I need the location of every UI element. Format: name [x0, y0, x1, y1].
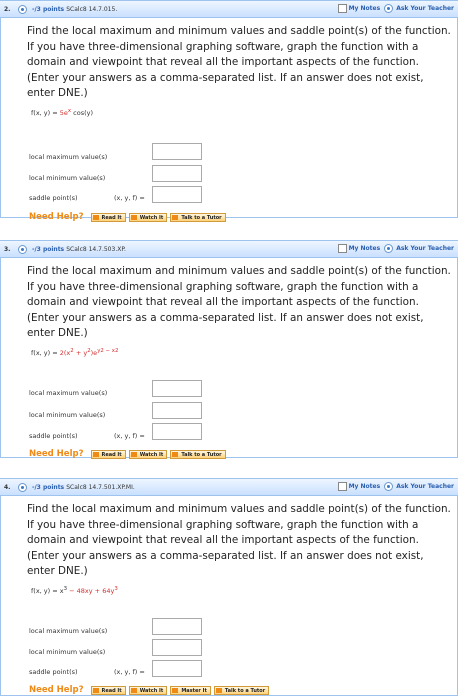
function-expression: f(x, $y) = x^3 - 48xy + 64y^3$ [31, 585, 118, 595]
saddle-label: saddle point(s) [29, 194, 78, 202]
ask-teacher-icon [384, 244, 393, 253]
my-notes-link[interactable]: My Notes [338, 4, 381, 13]
question-body [0, 258, 458, 458]
talk-tutor-button[interactable]: Talk to a Tutor [170, 450, 225, 459]
expand-icon[interactable] [18, 5, 27, 14]
question-2 [0, 0, 458, 222]
read-it-button[interactable]: Read It [91, 450, 126, 459]
local-max-input[interactable] [152, 618, 202, 635]
read-it-button[interactable]: Read It [91, 213, 126, 222]
watch-it-button[interactable]: Watch It [129, 213, 168, 222]
my-notes-link[interactable]: My Notes [338, 244, 381, 253]
local-max-label: local maximum value(s) [29, 153, 108, 161]
local-min-input[interactable] [152, 402, 202, 419]
saddle-var: (x, y, f) = [114, 194, 145, 202]
problem-text: Find the local maximum and minimum values and saddle point(s) of the function. If you have three-dimensional graphing software, graph the function with a domain and viewpoint that reveal all the important aspects of the function. (Enter your answers as a comma-separated list. If an answer does not exist, enter DNE.) [27, 25, 451, 99]
question-header [0, 0, 458, 18]
question-4 [0, 478, 458, 700]
need-help-label: Need Help? [29, 685, 84, 695]
expand-icon[interactable] [18, 245, 27, 254]
local-min-input[interactable] [152, 165, 202, 182]
ask-teacher-link[interactable]: Ask Your Teacher [384, 4, 454, 13]
my-notes-link[interactable]: My Notes [338, 482, 381, 491]
watch-it-button[interactable]: Watch It [129, 450, 168, 459]
function-expression: f(x, $y) = 2(x^2 + y^2)e^{y2 - x2}$ [31, 347, 119, 357]
problem-text: Find the local maximum and minimum values and saddle point(s) of the function. If you have three-dimensional graphing software, graph the function with a domain and viewpoint that reveal all the important aspects of the function. (Enter your answers as a comma-separated list. If an answer does not exist, enter DNE.) [27, 265, 451, 339]
question-number: 4. [4, 484, 11, 491]
question-body [0, 496, 458, 696]
watch-it-button[interactable]: Watch It [129, 686, 168, 695]
ask-teacher-icon [384, 4, 393, 13]
question-header [0, 240, 458, 258]
need-help-bar [29, 212, 226, 222]
need-help-label: Need Help? [29, 449, 84, 459]
points-label: -/3 points SCalc8 14.7.015. [32, 6, 118, 13]
local-max-input[interactable] [152, 380, 202, 397]
points-label: -/3 points SCalc8 14.7.503.XP. [32, 246, 126, 253]
local-min-label: local minimum value(s) [29, 648, 106, 656]
read-it-button[interactable]: Read It [91, 686, 126, 695]
local-min-label: local minimum value(s) [29, 174, 106, 182]
question-3 [0, 240, 458, 462]
saddle-var: (x, y, f) = [114, 668, 145, 676]
need-help-bar [29, 685, 269, 695]
question-number: 3. [4, 246, 11, 253]
points-label: -/3 points SCalc8 14.7.501.XP.MI. [32, 484, 135, 491]
question-header [0, 478, 458, 496]
saddle-input[interactable] [152, 186, 202, 203]
function-expression: f(x, $y) = 5e^x$ cos(y) [31, 107, 94, 117]
local-min-input[interactable] [152, 639, 202, 656]
talk-tutor-button[interactable]: Talk to a Tutor [170, 213, 225, 222]
local-min-label: local minimum value(s) [29, 411, 106, 419]
local-max-label: local maximum value(s) [29, 389, 108, 397]
saddle-input[interactable] [152, 423, 202, 440]
checkbox-icon[interactable] [338, 244, 347, 253]
need-help-label: Need Help? [29, 212, 84, 222]
saddle-label: saddle point(s) [29, 432, 78, 440]
checkbox-icon[interactable] [338, 482, 347, 491]
question-number: 2. [4, 6, 11, 13]
saddle-label: saddle point(s) [29, 668, 78, 676]
saddle-var: (x, y, f) = [114, 432, 145, 440]
saddle-input[interactable] [152, 660, 202, 677]
ask-teacher-icon [384, 482, 393, 491]
expand-icon[interactable] [18, 483, 27, 492]
local-max-label: local maximum value(s) [29, 627, 108, 635]
master-it-button[interactable]: Master It [170, 686, 211, 695]
talk-tutor-button[interactable]: Talk to a Tutor [214, 686, 269, 695]
local-max-input[interactable] [152, 143, 202, 160]
question-body [0, 18, 458, 222]
ask-teacher-link[interactable]: Ask Your Teacher [384, 244, 454, 253]
need-help-bar [29, 449, 226, 459]
ask-teacher-link[interactable]: Ask Your Teacher [384, 482, 454, 491]
problem-text: Find the local maximum and minimum values and saddle point(s) of the function. If you have three-dimensional graphing software, graph the function with a domain and viewpoint that reveal all the important aspects of the function. (Enter your answers as a comma-separated list. If an answer does not exist, enter DNE.) [27, 503, 451, 577]
checkbox-icon[interactable] [338, 4, 347, 13]
